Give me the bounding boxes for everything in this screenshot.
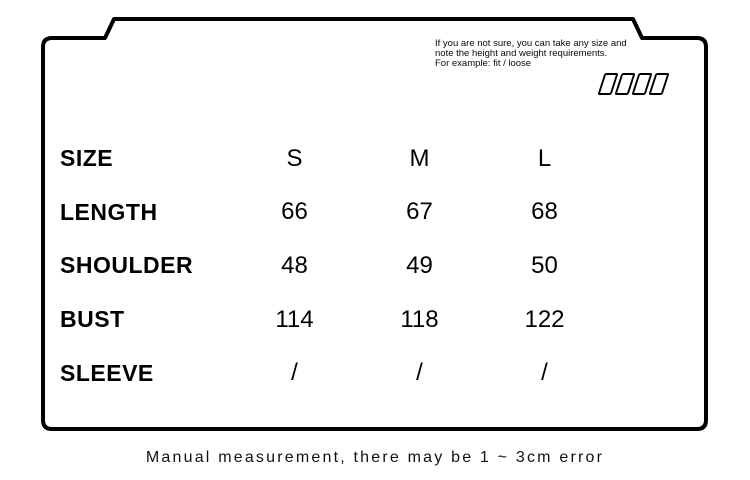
size-advice-note [435,39,650,69]
shoulder-value-l: 50 [531,251,558,279]
row-label-length: LENGTH [60,198,158,225]
size-value-l: L [537,144,552,172]
sleeve-value-s: / [291,359,298,387]
bust-value-m: 118 [400,305,439,333]
row-label-size: SIZE [60,145,114,172]
size-value-m: M [409,144,430,172]
shoulder-value-m: 49 [406,251,433,279]
bust-value-s: 114 [275,305,314,333]
length-value-m: 67 [406,198,433,226]
length-value-s: 66 [281,198,308,226]
length-value-l: 68 [531,198,558,226]
measurement-disclaimer: Manual measurement, there may be 1 ~ 3cm error [145,449,605,466]
size-value-s: S [286,144,303,172]
row-label-sleeve: SLEEVE [60,359,154,386]
bust-value-l: 122 [524,305,565,333]
size-table [60,132,610,400]
sleeve-value-l: / [541,359,548,387]
note-line: If you are not sure, you can take any size and [435,38,627,49]
note-line: For example: fit / loose [435,58,532,69]
missing-glyph-row [597,73,669,95]
note-line: note the height and weight requirements. [435,48,608,59]
row-label-shoulder: SHOULDER [60,252,194,279]
row-label-bust: BUST [60,306,125,333]
sleeve-value-m: / [416,359,423,387]
shoulder-value-s: 48 [281,251,308,279]
